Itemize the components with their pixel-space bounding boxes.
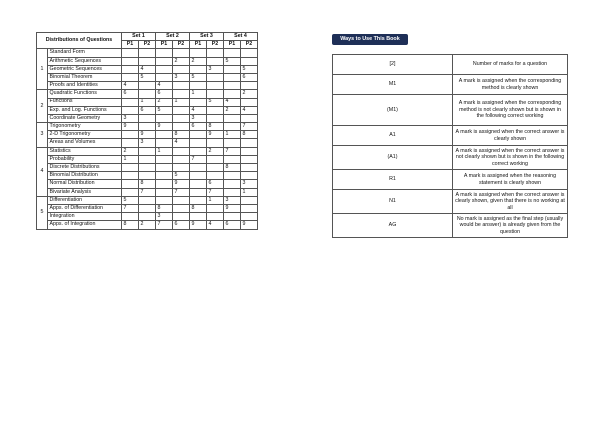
question-number-cell: 2 — [190, 57, 207, 65]
question-number-cell — [156, 180, 173, 188]
question-number-cell — [122, 213, 139, 221]
question-number-cell — [122, 172, 139, 180]
question-number-cell: 6 — [190, 123, 207, 131]
mark-code: (M1) — [333, 95, 453, 126]
topic-name: Quadratic Functions — [48, 90, 122, 98]
question-number-cell: 1 — [122, 155, 139, 163]
question-number-cell: 9 — [139, 131, 156, 139]
paper-header: P2 — [139, 41, 156, 49]
question-number-cell: 6 — [139, 106, 156, 114]
question-number-cell: 7 — [156, 221, 173, 229]
mark-description: A mark is assigned when the correct answer is clearly shown — [453, 126, 568, 146]
topic-name: Bivariate Analysis — [48, 188, 122, 196]
topic-name: 2-D Trigonometry — [48, 131, 122, 139]
question-number-cell: 2 — [173, 57, 190, 65]
table-row — [333, 126, 568, 146]
table-row — [37, 221, 258, 229]
question-number-cell — [241, 114, 258, 122]
question-number-cell — [190, 172, 207, 180]
table-row — [37, 82, 258, 90]
question-number-cell: 4 — [156, 82, 173, 90]
paper-header: P2 — [173, 41, 190, 49]
question-number-cell — [241, 213, 258, 221]
question-number-cell: 8 — [173, 131, 190, 139]
mark-scheme-body — [333, 55, 568, 238]
table-row — [37, 57, 258, 65]
question-number-cell — [122, 65, 139, 73]
question-number-cell — [156, 196, 173, 204]
question-number-cell: 5 — [173, 172, 190, 180]
question-number-cell — [122, 188, 139, 196]
table-row — [37, 90, 258, 98]
question-number-cell — [139, 82, 156, 90]
topic-name: Apps. of Integration — [48, 221, 122, 229]
question-number-cell — [241, 196, 258, 204]
question-number-cell — [156, 65, 173, 73]
question-number-cell — [173, 123, 190, 131]
question-number-cell: 8 — [241, 131, 258, 139]
question-number-cell — [122, 49, 139, 57]
question-number-cell — [173, 196, 190, 204]
question-number-cell — [139, 213, 156, 221]
question-number-cell: 9 — [156, 123, 173, 131]
question-number-cell — [190, 98, 207, 106]
question-number-cell — [173, 106, 190, 114]
chapter-number: 3 — [37, 123, 48, 148]
question-number-cell — [224, 139, 241, 147]
question-number-cell — [156, 57, 173, 65]
question-number-cell — [122, 164, 139, 172]
question-number-cell — [173, 204, 190, 212]
question-number-cell: 4 — [190, 106, 207, 114]
question-number-cell — [122, 131, 139, 139]
mark-code: [2] — [333, 55, 453, 75]
mark-code: (A1) — [333, 146, 453, 170]
question-number-cell — [122, 106, 139, 114]
mark-description: No mark is assigned as the final step (usually would be answer) is already given from the question — [453, 214, 568, 238]
question-number-cell — [224, 82, 241, 90]
question-number-cell: 7 — [207, 188, 224, 196]
question-number-cell — [241, 147, 258, 155]
topic-name: Arithmetic Sequences — [48, 57, 122, 65]
question-number-cell: 8 — [122, 221, 139, 229]
question-number-cell — [241, 49, 258, 57]
question-number-cell — [224, 155, 241, 163]
question-number-cell: 1 — [139, 98, 156, 106]
question-number-cell — [190, 82, 207, 90]
table-row — [37, 131, 258, 139]
distribution-body — [37, 49, 258, 229]
mark-code: AG — [333, 214, 453, 238]
mark-description: A mark is assigned when the reasoning statement is clearly shown — [453, 170, 568, 190]
question-number-cell — [207, 155, 224, 163]
question-number-cell — [207, 204, 224, 212]
question-number-cell: 3 — [224, 196, 241, 204]
question-number-cell — [224, 49, 241, 57]
question-number-cell — [156, 188, 173, 196]
question-number-cell: 9 — [241, 221, 258, 229]
question-number-cell — [173, 90, 190, 98]
question-number-cell: 3 — [122, 114, 139, 122]
question-number-cell — [207, 49, 224, 57]
question-number-cell: 6 — [207, 180, 224, 188]
table-row — [37, 155, 258, 163]
question-number-cell: 1 — [190, 90, 207, 98]
distribution-header: Distributions of Questions — [37, 33, 122, 49]
set-header: Set 3 — [190, 33, 224, 41]
question-number-cell: 3 — [173, 73, 190, 81]
question-number-cell: 5 — [224, 57, 241, 65]
table-row — [37, 139, 258, 147]
table-row — [37, 204, 258, 212]
question-number-cell — [190, 164, 207, 172]
question-number-cell: 5 — [190, 73, 207, 81]
paper-header: P1 — [122, 41, 139, 49]
question-number-cell — [224, 73, 241, 81]
question-number-cell — [139, 114, 156, 122]
mark-code: R1 — [333, 170, 453, 190]
mark-code: M1 — [333, 75, 453, 95]
question-number-cell: 5 — [122, 196, 139, 204]
topic-name: Functions — [48, 98, 122, 106]
table-row — [37, 188, 258, 196]
question-number-cell — [224, 172, 241, 180]
question-number-cell: 6 — [156, 90, 173, 98]
ways-title: Ways to Use This Book — [332, 34, 408, 45]
question-number-cell — [207, 57, 224, 65]
question-number-cell — [190, 188, 207, 196]
question-number-cell: 6 — [173, 221, 190, 229]
question-number-cell: 7 — [122, 204, 139, 212]
question-number-cell: 7 — [173, 188, 190, 196]
question-number-cell: 2 — [156, 98, 173, 106]
question-number-cell: 7 — [190, 155, 207, 163]
question-number-cell — [173, 114, 190, 122]
question-number-cell — [156, 114, 173, 122]
question-number-cell: 9 — [207, 131, 224, 139]
table-row — [333, 55, 568, 75]
table-row — [37, 65, 258, 73]
table-row — [333, 75, 568, 95]
question-number-cell: 6 — [122, 90, 139, 98]
question-number-cell: 8 — [190, 204, 207, 212]
question-number-cell: 2 — [224, 106, 241, 114]
question-number-cell: 9 — [173, 180, 190, 188]
question-number-cell: 3 — [241, 180, 258, 188]
question-number-cell — [173, 82, 190, 90]
question-number-cell — [156, 164, 173, 172]
set-header-row — [37, 33, 258, 41]
question-number-cell: 2 — [122, 147, 139, 155]
question-number-cell — [224, 90, 241, 98]
mark-description: A mark is assigned when the correct answer is not clearly shown but is shown in the following correct working — [453, 146, 568, 170]
question-number-cell: 6 — [241, 73, 258, 81]
mark-description: A mark is assigned when the correct answer is clearly shown, given that there is no working at all — [453, 190, 568, 214]
question-number-cell — [139, 123, 156, 131]
question-number-cell: 9 — [190, 221, 207, 229]
topic-name: Exp. and Log. Functions — [48, 106, 122, 114]
question-number-cell: 6 — [224, 221, 241, 229]
paper-header: P2 — [207, 41, 224, 49]
question-number-cell: 1 — [224, 131, 241, 139]
question-number-cell — [207, 106, 224, 114]
question-number-cell: 7 — [224, 147, 241, 155]
question-number-cell — [241, 172, 258, 180]
paper-header: P2 — [241, 41, 258, 49]
question-number-cell — [241, 139, 258, 147]
question-number-cell: 1 — [207, 196, 224, 204]
question-number-cell — [241, 204, 258, 212]
question-number-cell — [190, 196, 207, 204]
chapter-number: 5 — [37, 196, 48, 229]
topic-name: Binomial Distribution — [48, 172, 122, 180]
mark-description: Number of marks for a question — [453, 55, 568, 75]
topic-name: Differentiation — [48, 196, 122, 204]
question-number-cell — [173, 49, 190, 57]
question-number-cell: 9 — [224, 204, 241, 212]
question-number-cell — [122, 73, 139, 81]
question-number-cell — [139, 57, 156, 65]
table-row — [333, 190, 568, 214]
question-number-cell: 3 — [207, 65, 224, 73]
question-number-cell — [156, 73, 173, 81]
question-number-cell — [173, 155, 190, 163]
mark-description: A mark is assigned when the corresponding method is not clearly shown but is shown in the following correct working — [453, 95, 568, 126]
question-number-cell: 5 — [241, 65, 258, 73]
set-header: Set 4 — [224, 33, 258, 41]
topic-name: Binomial Theorem — [48, 73, 122, 81]
question-number-cell: 8 — [224, 164, 241, 172]
table-row — [37, 49, 258, 57]
question-number-cell: 4 — [122, 82, 139, 90]
table-row — [37, 213, 258, 221]
mark-description: A mark is assigned when the corresponding method is clearly shown — [453, 75, 568, 95]
question-number-cell — [173, 147, 190, 155]
question-number-cell: 3 — [190, 114, 207, 122]
question-number-cell — [224, 213, 241, 221]
question-number-cell — [241, 164, 258, 172]
topic-name: Coordinate Geometry — [48, 114, 122, 122]
question-number-cell — [190, 180, 207, 188]
question-number-cell — [139, 147, 156, 155]
table-row — [333, 214, 568, 238]
question-number-cell: 4 — [224, 98, 241, 106]
topic-name: Apps. of Differentiation — [48, 204, 122, 212]
topic-name: Discrete Distributions — [48, 164, 122, 172]
question-number-cell — [173, 65, 190, 73]
mark-code: A1 — [333, 126, 453, 146]
question-number-cell — [207, 164, 224, 172]
question-number-cell: 2 — [241, 90, 258, 98]
question-number-cell — [190, 49, 207, 57]
question-number-cell — [224, 188, 241, 196]
question-number-cell — [190, 131, 207, 139]
question-number-cell — [139, 49, 156, 57]
question-number-cell: 1 — [173, 98, 190, 106]
question-number-cell — [207, 82, 224, 90]
topic-name: Trigonometry — [48, 123, 122, 131]
question-number-cell: 4 — [241, 106, 258, 114]
topic-name: Integration — [48, 213, 122, 221]
question-number-cell — [224, 65, 241, 73]
paper-header: P1 — [190, 41, 207, 49]
question-number-cell — [207, 139, 224, 147]
topic-name: Areas and Volumes — [48, 139, 122, 147]
question-number-cell: 3 — [139, 139, 156, 147]
question-number-cell — [139, 164, 156, 172]
question-number-cell — [190, 139, 207, 147]
question-number-cell: 4 — [207, 221, 224, 229]
question-number-cell — [156, 155, 173, 163]
chapter-number: 2 — [37, 90, 48, 123]
question-number-cell: 1 — [156, 147, 173, 155]
question-number-cell: 8 — [207, 123, 224, 131]
question-number-cell — [156, 131, 173, 139]
question-number-cell — [139, 204, 156, 212]
question-number-cell: 7 — [241, 123, 258, 131]
question-number-cell — [207, 114, 224, 122]
question-number-cell — [139, 90, 156, 98]
question-number-cell — [139, 155, 156, 163]
table-row — [333, 146, 568, 170]
topic-name: Standard Form — [48, 49, 122, 57]
right-page — [300, 0, 600, 424]
question-number-cell: 2 — [207, 147, 224, 155]
set-header: Set 1 — [122, 33, 156, 41]
table-row — [37, 106, 258, 114]
question-number-cell — [207, 172, 224, 180]
table-row — [37, 123, 258, 131]
table-row — [333, 170, 568, 190]
question-number-cell — [139, 196, 156, 204]
question-number-cell: 1 — [241, 188, 258, 196]
question-number-cell — [241, 155, 258, 163]
question-number-cell — [190, 65, 207, 73]
question-number-cell: 5 — [139, 73, 156, 81]
question-number-cell — [173, 164, 190, 172]
table-row — [37, 164, 258, 172]
question-number-cell — [190, 213, 207, 221]
question-number-cell — [207, 73, 224, 81]
question-number-cell: 8 — [156, 204, 173, 212]
question-number-cell — [224, 180, 241, 188]
mark-code: N1 — [333, 190, 453, 214]
question-number-cell — [190, 147, 207, 155]
chapter-number: 1 — [37, 49, 48, 90]
question-number-cell — [224, 123, 241, 131]
paper-header: P1 — [156, 41, 173, 49]
topic-name: Proofs and Identities — [48, 82, 122, 90]
question-number-cell — [122, 139, 139, 147]
topic-name: Statistics — [48, 147, 122, 155]
topic-name: Probability — [48, 155, 122, 163]
question-number-cell — [156, 49, 173, 57]
topic-name: Geometric Sequences — [48, 65, 122, 73]
question-number-cell: 5 — [156, 106, 173, 114]
question-number-cell: 4 — [173, 139, 190, 147]
paper-header: P1 — [224, 41, 241, 49]
distribution-table — [36, 32, 258, 230]
question-number-cell — [241, 57, 258, 65]
question-number-cell — [156, 139, 173, 147]
table-row — [37, 73, 258, 81]
question-number-cell — [173, 213, 190, 221]
question-number-cell — [122, 57, 139, 65]
question-number-cell — [224, 114, 241, 122]
question-number-cell — [207, 90, 224, 98]
table-row — [37, 114, 258, 122]
question-number-cell: 9 — [122, 123, 139, 131]
question-number-cell — [156, 172, 173, 180]
table-row — [37, 196, 258, 204]
question-number-cell: 3 — [156, 213, 173, 221]
question-number-cell: 7 — [139, 188, 156, 196]
question-number-cell — [122, 180, 139, 188]
question-number-cell — [241, 98, 258, 106]
question-number-cell: 8 — [139, 180, 156, 188]
table-row — [37, 172, 258, 180]
table-row — [37, 98, 258, 106]
question-number-cell — [241, 82, 258, 90]
table-row — [37, 180, 258, 188]
question-number-cell — [207, 213, 224, 221]
question-number-cell — [122, 98, 139, 106]
topic-name: Normal Distribution — [48, 180, 122, 188]
mark-scheme-table — [332, 54, 568, 238]
set-header: Set 2 — [156, 33, 190, 41]
chapter-number: 4 — [37, 147, 48, 196]
table-row — [37, 147, 258, 155]
table-row — [333, 95, 568, 126]
question-number-cell: 2 — [139, 221, 156, 229]
question-number-cell: 4 — [139, 65, 156, 73]
question-number-cell — [139, 172, 156, 180]
question-number-cell: 5 — [207, 98, 224, 106]
